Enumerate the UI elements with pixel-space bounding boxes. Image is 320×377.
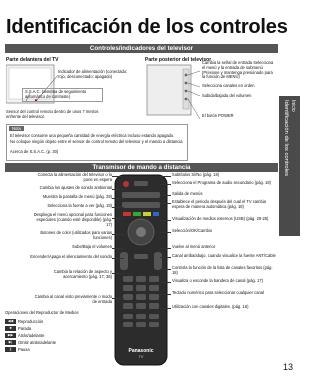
media-op-label: Parada	[18, 326, 32, 331]
note-title: Nota	[9, 126, 24, 131]
note-item: El televisor consume una pequeña cantidad de energía eléctrica incluso estando apagado.	[10, 133, 175, 138]
tv-section-header: Controles/indicadores del televisor	[5, 44, 278, 53]
remote-left-label: Operaciones del Reproductor de Medios	[5, 310, 79, 315]
tv-rear-illustration	[145, 63, 200, 123]
remote-left-label: Cambia los ajustes de sonido ambiental	[39, 185, 112, 190]
rear-item-volume: Subida/bajada del volumen	[202, 93, 252, 98]
rear-item-input: Cambia la señal de entrada Selecciona el menú y la entrada de submenú (Presione y mantenga presionado para la función de MENÚ)	[202, 60, 274, 80]
rewind-forward-icon: ▶▶	[5, 333, 16, 338]
remote-left-label: Botones de color (utilizados para varias funciones)	[40, 230, 112, 240]
remote-section-header: Transmisor de mando a distancia	[5, 163, 278, 172]
power-button-icon	[123, 181, 129, 187]
side-tab	[279, 96, 300, 236]
remote-brand: Panasonic	[128, 348, 154, 354]
remote-right-label: Selección/OK/Cambio	[172, 228, 213, 233]
sass-text: S.S.A.C. (sistema de seguimiento automático de contraste)	[22, 88, 103, 102]
side-tab-label: Identificación de los controles	[283, 100, 289, 177]
side-tab-top: Inicio	[290, 100, 296, 112]
stop-icon: ■	[5, 326, 16, 331]
page-number: 13	[283, 362, 294, 372]
remote-left-label: Cambia al canal visto previamente o modo de entrada	[34, 294, 112, 304]
remote-right-label: Canal arriba/abajo, cuando visualice la fuente ANT/Cable	[172, 253, 276, 258]
remote-right-label: Selecciona el Programa de audio secundario (pág. 18)	[172, 180, 271, 185]
remote-right-label: Subtítulos Sí/No (pág. 18)	[172, 172, 220, 177]
play-icon: ◀◀	[5, 319, 16, 324]
front-label: Parte delantera del TV	[6, 57, 59, 63]
remote-right-label: Establece el periodo después del cual el TV cambia espera de manera automática (pág. 18)	[172, 199, 266, 209]
page-title: Identificación de los controles	[6, 16, 288, 38]
media-op-label: Reproducción	[18, 319, 44, 324]
sensor-text: Sensor del control remoto dentro de unos 7 metros enfrente del televisor.	[6, 109, 99, 119]
remote-right-label: Vuelve al menú anterior	[172, 244, 216, 249]
remote-left-label: Encender/Apaga el silenciamiento del sonido	[30, 254, 112, 259]
rear-label: Parte posterior del televisor	[145, 57, 212, 63]
remote-left-label: Sube/Baja el volumen	[72, 244, 112, 249]
power-indicator-text: Indicador de alimentación (conectado: rojo, desconectado: apagado)	[58, 69, 128, 79]
note-box	[6, 124, 188, 161]
skip-icon: ▶|	[5, 340, 16, 345]
remote-right-label: Visualización de medios externos (USB) (pág. 20-25)	[172, 216, 269, 221]
note-item: No coloque ningún objeto entre el sensor de control remoto del televisor y el mando a distancia	[10, 139, 183, 144]
remote-right-label: Teclado numérico para seleccionar cualquier canal	[172, 290, 264, 295]
remote-brand-sub: TV	[138, 355, 144, 359]
media-op-label: Atrás/adelante	[18, 333, 45, 338]
remote-left-label: Selecciona la fuente a ver (pág. 19)	[47, 203, 112, 208]
rear-item-channel: Selecciona canales en orden	[202, 83, 255, 88]
media-op-label: Omitir atrás/adelante	[18, 340, 56, 345]
remote-right-label: Controla la función de la lista de canales favoritos (pág. 18)	[172, 265, 273, 275]
rear-item-power: El botón POWER	[202, 113, 234, 118]
pause-icon: ||	[5, 347, 16, 352]
remote-left-label: Muestra la pantalla de menú (pág. 29)	[42, 194, 112, 199]
remote-right-label: Visualiza o esconde la bandera de canal (pág. 17)	[172, 278, 263, 283]
media-op-label: Pausa	[18, 347, 30, 352]
remote-left-label: Despliega el menú opcional para funciones especiales (cuando esté disponible) (pág. 17)	[33, 212, 112, 227]
remote-right-label: Utilización con canales digitales. (pág. 16)	[172, 304, 249, 309]
note-item: Acerca de S.S.A.C. (p. 30)	[10, 149, 59, 154]
remote-left-label: Conecta la alimentación del televisor o lo pone en espera	[37, 172, 112, 182]
remote-left-label: Cambia la relación de aspecto y acercamiento (pág. 17, 36)	[53, 269, 112, 279]
remote-right-label: Salida de menús	[172, 191, 203, 196]
